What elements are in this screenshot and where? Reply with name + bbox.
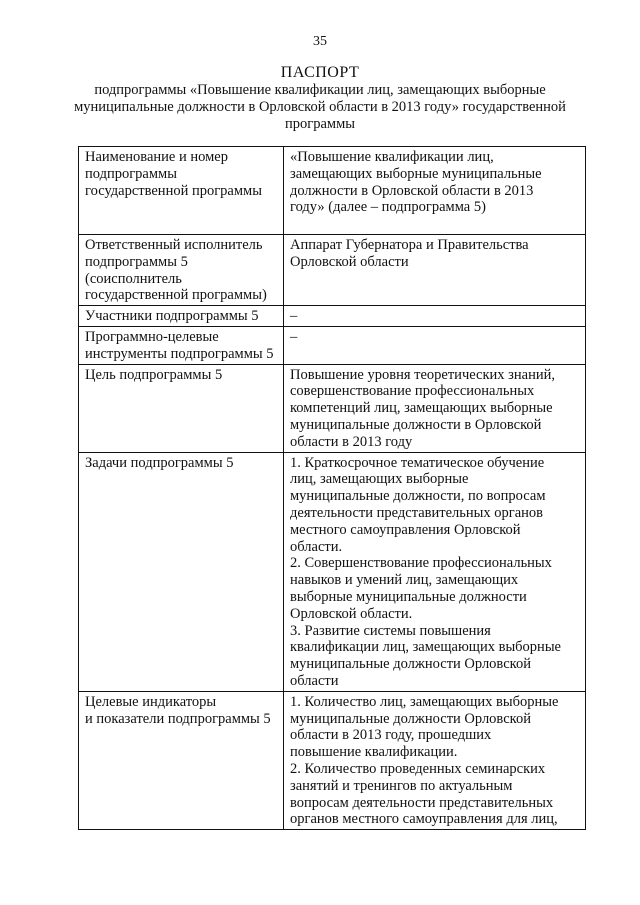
page-number: 35 bbox=[313, 34, 327, 49]
table-row bbox=[79, 235, 586, 306]
table-row bbox=[79, 691, 586, 829]
table-row bbox=[79, 452, 586, 691]
document-title: ПАСПОРТ bbox=[280, 64, 360, 81]
passport-table bbox=[78, 146, 586, 830]
table-row bbox=[79, 147, 586, 235]
row-label: Программно-целевые инструменты подпрограммы 5 bbox=[79, 326, 284, 364]
row-label: Целевые индикаторы и показатели подпрограммы 5 bbox=[79, 691, 284, 829]
row-label: Задачи подпрограммы 5 bbox=[79, 452, 284, 691]
row-label: Ответственный исполнитель подпрограммы 5 (соисполнитель государственной программы) bbox=[79, 235, 284, 306]
row-value: «Повышение квалификации лиц, замещающих выборные муниципальные должности в Орловской области в 2013 году» (далее – подпрограмма 5) bbox=[284, 147, 586, 235]
row-value: Аппарат Губернатора и Правительства Орловской области bbox=[284, 235, 586, 306]
document-subtitle: подпрограммы «Повышение квалификации лиц, замещающих выборные муниципальные должности в Орловской области в 2013 году» государственной программы bbox=[74, 82, 566, 132]
table-row bbox=[79, 326, 586, 364]
row-label: Участники подпрограммы 5 bbox=[79, 306, 284, 327]
row-value: Повышение уровня теоретических знаний, совершенствование профессиональных компетенций лиц, замещающих выборные муниципальные должности в Орловской области в 2013 году bbox=[284, 364, 586, 452]
table-row bbox=[79, 364, 586, 452]
row-value: – bbox=[284, 326, 586, 364]
row-value: 1. Количество лиц, замещающих выборные муниципальные должности Орловской области в 2013 году, прошедших повышение квалификации. 2. Количество проведенных семинарских занятий и тренингов по актуальным вопросам деятельности представительных органов местного самоуправления для лиц, bbox=[284, 691, 586, 829]
row-label: Наименование и номер подпрограммы государственной программы bbox=[79, 147, 284, 235]
table-row bbox=[79, 306, 586, 327]
row-label: Цель подпрограммы 5 bbox=[79, 364, 284, 452]
row-value: 1. Краткосрочное тематическое обучение лиц, замещающих выборные муниципальные должности, по вопросам деятельности представительных органов местного самоуправления Орловской области. 2. Совершенствование профессиональных навыков и умений лиц, замещающих выборные муниципальные должности Орловской области. 3. Развитие системы повышения квалификации лиц, замещающих выборные муниципальные должности Орловской области bbox=[284, 452, 586, 691]
row-value: – bbox=[284, 306, 586, 327]
